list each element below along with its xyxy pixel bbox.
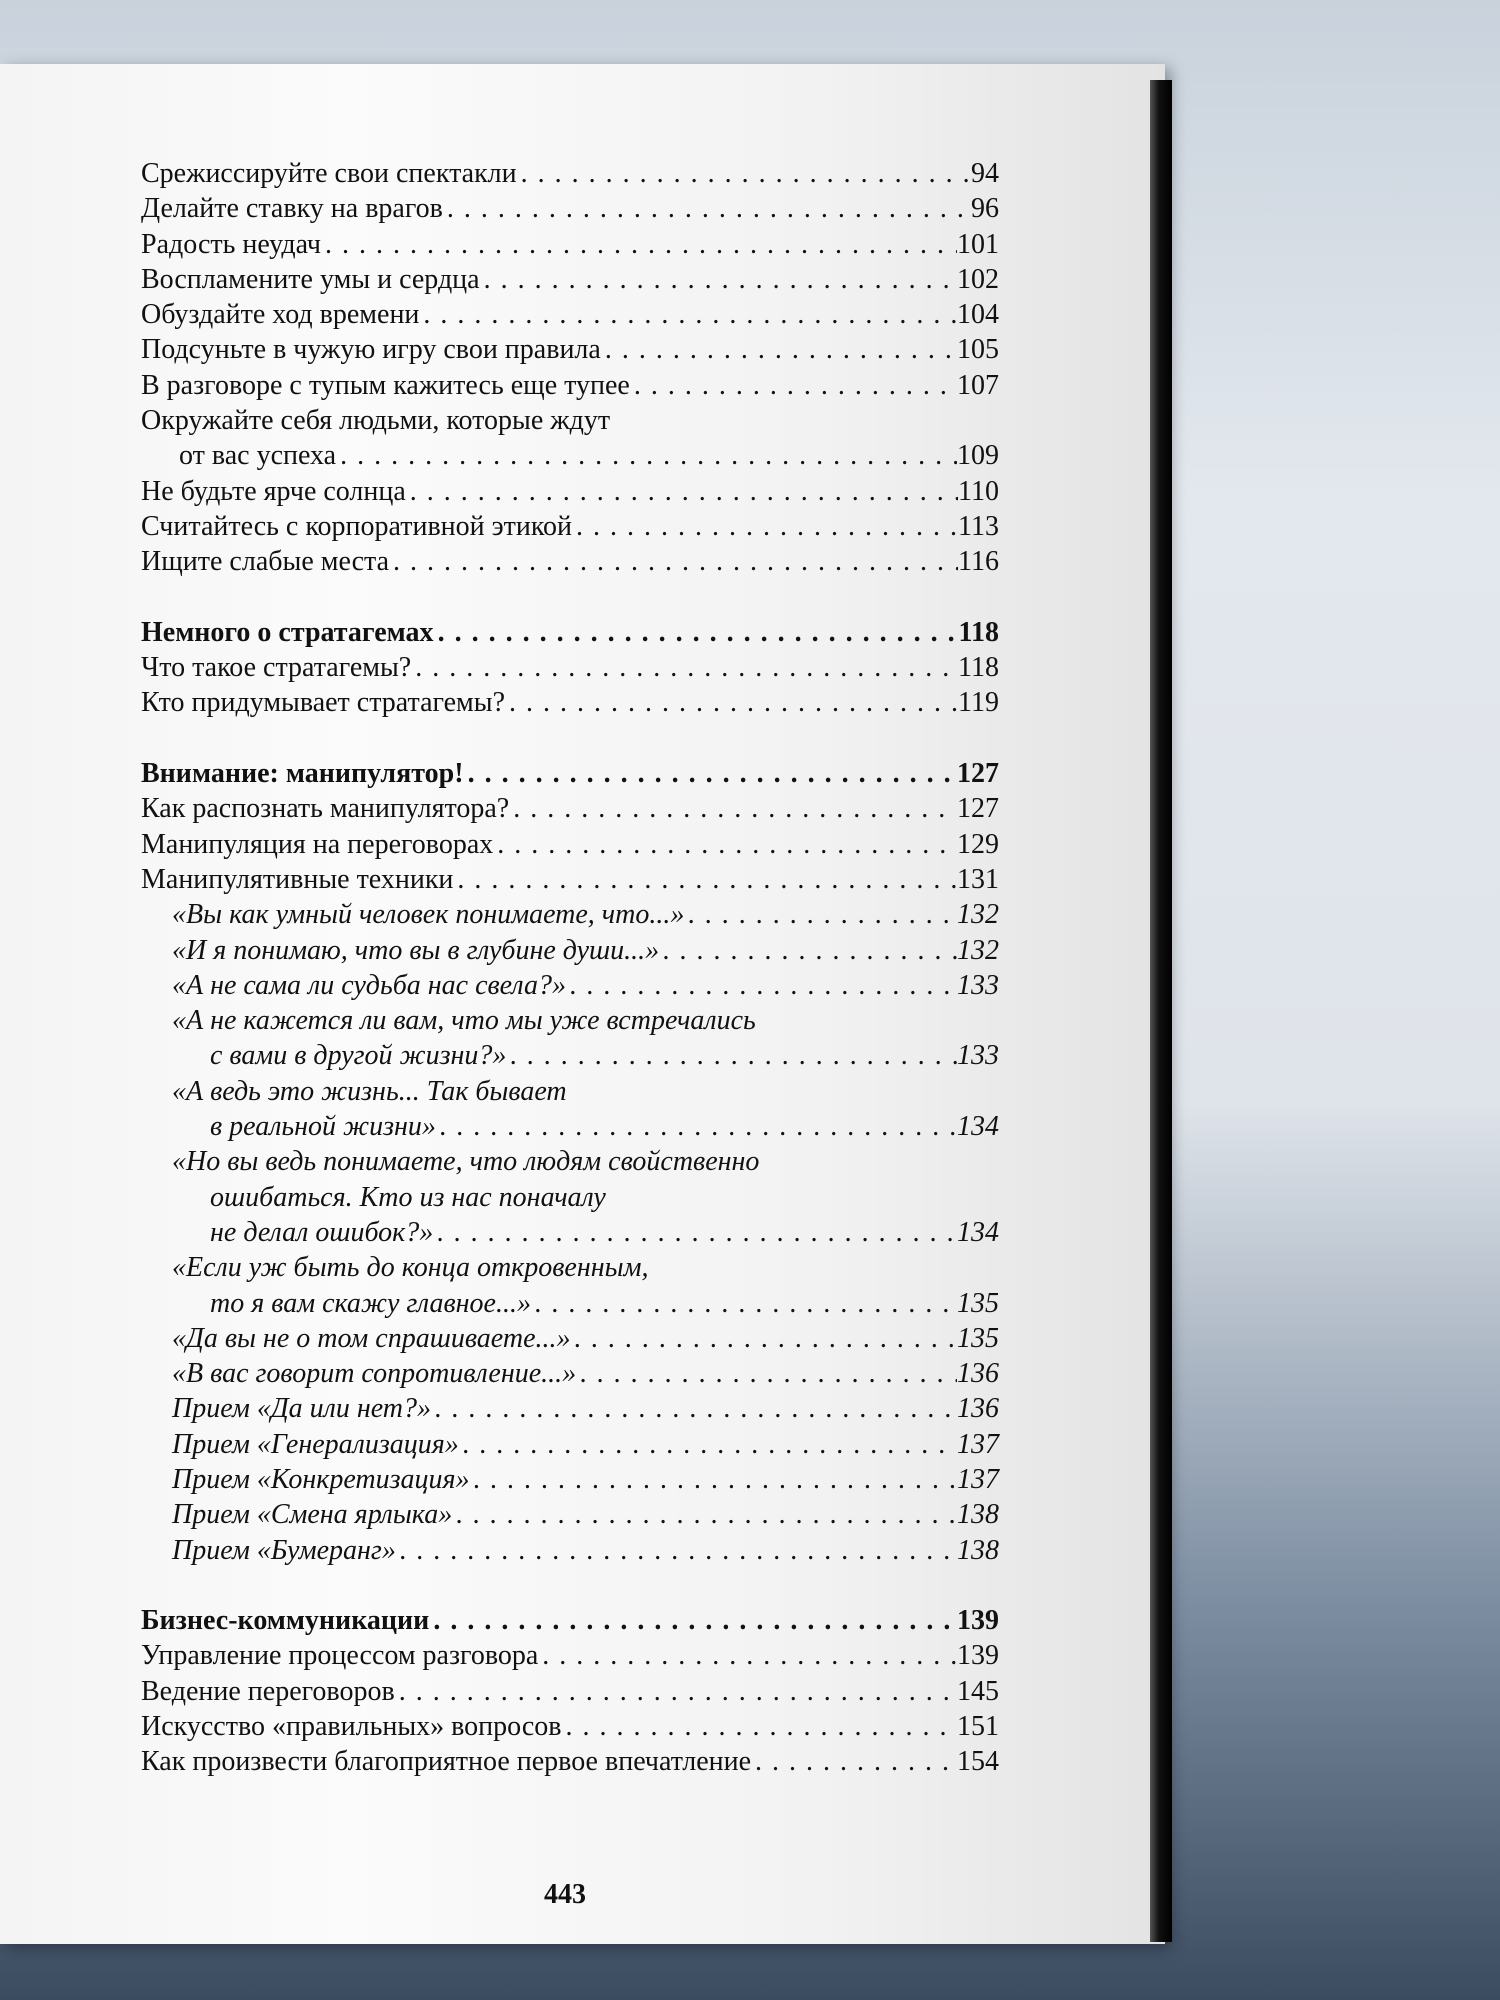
toc-line <box>172 1144 999 1179</box>
toc-entry-title: «Но вы ведь понимаете, что людям свойственно <box>172 1146 760 1178</box>
dot-leader <box>459 1427 957 1462</box>
dot-leader <box>464 756 957 791</box>
toc-entry-title: Что такое стратагемы? <box>141 652 412 684</box>
toc-page-number: 110 <box>958 475 999 507</box>
toc-entry-title: ошибаться. Кто из нас поначалу <box>210 1181 606 1213</box>
toc-page-number: 151 <box>957 1711 999 1743</box>
toc-entry-title: Манипулятивные техники <box>141 863 454 895</box>
toc-entry[interactable] <box>141 1462 999 1497</box>
toc-entry[interactable] <box>141 862 999 897</box>
toc-entry[interactable] <box>141 156 999 191</box>
dot-leader <box>562 1709 958 1744</box>
toc-entry[interactable] <box>141 968 999 1003</box>
toc-line <box>141 332 999 367</box>
toc-entry[interactable] <box>141 191 999 226</box>
dot-leader <box>630 368 957 403</box>
dot-leader <box>470 1462 957 1497</box>
toc-line <box>172 1533 999 1568</box>
dot-leader <box>684 897 957 932</box>
toc-line <box>141 262 999 297</box>
dot-leader <box>601 332 957 367</box>
toc-entry[interactable] <box>141 509 999 544</box>
toc-page-number: 139 <box>957 1605 999 1637</box>
toc-entry-title: Прием «Генерализация» <box>172 1428 459 1460</box>
toc-section <box>141 1603 999 1779</box>
toc-entry[interactable] <box>141 1709 999 1744</box>
toc-entry-title: Окружайте себя людьми, которые ждут <box>141 405 611 437</box>
toc-page-number: 136 <box>957 1358 999 1390</box>
toc-entry-title: Срежиссируйте свои спектакли <box>141 158 517 189</box>
toc-line <box>172 1215 999 1250</box>
dot-leader <box>433 1215 957 1250</box>
dot-leader <box>431 1391 957 1426</box>
toc-line <box>141 1674 999 1709</box>
toc-entry-title: Как произвести благоприятное первое впечатление <box>141 1746 752 1778</box>
toc-line <box>172 1427 999 1462</box>
toc-page-number: 137 <box>957 1428 999 1460</box>
toc-page-number: 138 <box>957 1534 999 1566</box>
toc-page-number: 119 <box>958 687 999 719</box>
toc-line <box>141 1744 999 1779</box>
toc-entry[interactable] <box>141 368 999 403</box>
dot-leader <box>571 1321 957 1356</box>
toc-line <box>172 968 999 1003</box>
toc-entry-title: «А не сама ли судьба нас свела?» <box>172 969 566 1001</box>
toc-line <box>141 827 999 862</box>
toc-entry[interactable] <box>141 1603 999 1638</box>
dot-leader <box>429 1603 957 1638</box>
toc-line <box>172 1250 999 1285</box>
toc-line <box>141 756 999 791</box>
dot-leader <box>751 1744 957 1779</box>
dot-leader <box>572 509 958 544</box>
toc-entry-title: Как распознать манипулятора? <box>141 793 510 825</box>
toc-page-number: 134 <box>957 1111 999 1143</box>
dot-leader <box>493 827 957 862</box>
dot-leader <box>396 1533 957 1568</box>
toc-page-number: 104 <box>957 299 999 331</box>
toc-page-number: 136 <box>957 1393 999 1425</box>
toc-page-number: 134 <box>957 1216 999 1248</box>
toc-entry-title: Ищите слабые места <box>141 546 390 578</box>
dot-leader <box>436 1109 957 1144</box>
toc-entry[interactable] <box>141 1144 999 1250</box>
dot-leader <box>452 1497 957 1532</box>
toc-entry-title: Прием «Да или нет?» <box>172 1393 432 1425</box>
toc-entry-title: Делайте ставку на врагов <box>141 193 443 225</box>
toc-entry-title: Ведение переговоров <box>141 1675 395 1707</box>
toc-page-number: 145 <box>957 1675 999 1707</box>
toc-entry[interactable] <box>141 1074 999 1145</box>
dot-leader <box>659 933 957 968</box>
toc-entry-title: «И я понимаю, что вы в глубине души...» <box>172 934 660 966</box>
toc-entry-title: Радость неудач <box>141 228 321 260</box>
toc-line <box>141 791 999 826</box>
toc-entry[interactable] <box>141 1321 999 1356</box>
toc-page-number: 131 <box>957 863 999 895</box>
toc-line <box>141 1603 999 1638</box>
toc-entry-title: Обуздайте ход времени <box>141 299 420 331</box>
toc-entry-title: не делал ошибок?» <box>210 1216 434 1248</box>
dot-leader <box>576 1356 957 1391</box>
toc-line <box>141 650 999 685</box>
toc-line <box>141 438 999 473</box>
dot-leader <box>434 615 959 650</box>
toc-entry[interactable] <box>141 1533 999 1568</box>
toc-entry[interactable] <box>141 1427 999 1462</box>
toc-line <box>172 1462 999 1497</box>
toc-entry[interactable] <box>141 685 999 720</box>
toc-page-number: 94 <box>971 158 999 189</box>
page-edge-shadow <box>1150 80 1172 1942</box>
toc-entry-title: Подсуньте в чужую игру свои правила <box>141 334 601 366</box>
toc-entry-title: «Если уж быть до конца откровенным, <box>172 1252 649 1284</box>
toc-line <box>141 191 999 226</box>
toc-entry-title: Бизнес-коммуникации <box>141 1605 430 1637</box>
toc-line <box>141 685 999 720</box>
toc-entry[interactable] <box>141 897 999 932</box>
toc-line <box>172 933 999 968</box>
dot-leader <box>480 262 957 297</box>
toc-entry[interactable] <box>141 756 999 791</box>
toc-page-number: 118 <box>958 652 999 684</box>
table-of-contents <box>141 156 999 1815</box>
toc-page-number: 109 <box>957 440 999 472</box>
toc-line <box>172 1356 999 1391</box>
dot-leader <box>505 685 958 720</box>
toc-line <box>141 368 999 403</box>
toc-entry-title: от вас успеха <box>179 440 337 472</box>
toc-page-number: 154 <box>957 1746 999 1778</box>
toc-section <box>141 756 999 1568</box>
toc-page-number: 133 <box>957 1040 999 1072</box>
dot-leader <box>538 1638 957 1673</box>
toc-entry[interactable] <box>141 227 999 262</box>
dot-leader <box>443 191 971 226</box>
dot-leader <box>517 156 971 191</box>
toc-entry-title: Не будьте ярче солнца <box>141 475 406 507</box>
toc-entry[interactable] <box>141 332 999 367</box>
toc-line <box>141 544 999 579</box>
toc-page-number: 133 <box>957 969 999 1001</box>
toc-entry[interactable] <box>141 827 999 862</box>
toc-line <box>141 509 999 544</box>
toc-entry-title: Управление процессом разговора <box>141 1640 539 1672</box>
toc-line <box>172 1497 999 1532</box>
toc-line <box>172 897 999 932</box>
toc-entry-title: Манипуляция на переговорах <box>141 828 494 860</box>
toc-entry-title: с вами в другой жизни?» <box>210 1040 507 1072</box>
toc-entry[interactable] <box>141 1638 999 1673</box>
toc-entry-title: в реальной жизни» <box>210 1111 436 1143</box>
toc-page-number: 129 <box>957 828 999 860</box>
toc-line <box>141 297 999 332</box>
toc-section <box>141 615 999 721</box>
toc-line <box>172 1286 999 1321</box>
toc-page-number: 132 <box>957 899 999 931</box>
toc-entry[interactable] <box>141 544 999 579</box>
dot-leader <box>411 650 958 685</box>
toc-line <box>141 862 999 897</box>
toc-page-number: 127 <box>957 793 999 825</box>
toc-entry-title: «Да вы не о том спрашиваете...» <box>172 1322 571 1354</box>
dot-leader <box>389 544 958 579</box>
toc-entry[interactable] <box>141 1744 999 1779</box>
dot-leader <box>321 227 957 262</box>
book-page <box>0 64 1165 1944</box>
page-number: 443 <box>544 1879 586 1910</box>
dot-leader <box>395 1674 957 1709</box>
toc-line <box>141 1709 999 1744</box>
toc-line <box>141 615 999 650</box>
toc-entry-title: Кто придумывает стратагемы? <box>141 687 506 719</box>
toc-section <box>141 156 999 580</box>
toc-line <box>141 1638 999 1673</box>
toc-line <box>141 227 999 262</box>
toc-page-number: 118 <box>958 616 999 648</box>
toc-entry[interactable] <box>141 615 999 650</box>
toc-entry[interactable] <box>141 650 999 685</box>
toc-entry-title: Искусство «правильных» вопросов <box>141 1711 562 1743</box>
toc-page-number: 127 <box>957 758 999 790</box>
toc-line <box>172 1321 999 1356</box>
toc-entry-title: «Вы как умный человек понимаете, что...» <box>172 899 685 931</box>
toc-entry[interactable] <box>141 1356 999 1391</box>
toc-line <box>141 156 999 191</box>
toc-line <box>172 1391 999 1426</box>
toc-entry-title: то я вам скажу главное...» <box>210 1287 531 1319</box>
dot-leader <box>566 968 957 1003</box>
dot-leader <box>531 1286 957 1321</box>
toc-line <box>172 1003 999 1038</box>
toc-entry-title: Воспламените умы и сердца <box>141 263 480 295</box>
toc-entry[interactable] <box>141 474 999 509</box>
toc-line <box>141 403 999 438</box>
toc-page-number: 113 <box>958 510 999 542</box>
dot-leader <box>419 297 957 332</box>
toc-page-number: 132 <box>957 934 999 966</box>
toc-entry-title: «А ведь это жизнь... Так бывает <box>172 1075 567 1107</box>
toc-entry[interactable] <box>141 933 999 968</box>
toc-page-number: 139 <box>957 1640 999 1672</box>
toc-entry-title: Внимание: манипулятор! <box>141 758 464 790</box>
toc-page-number: 135 <box>957 1287 999 1319</box>
toc-entry[interactable] <box>141 1674 999 1709</box>
toc-entry[interactable] <box>141 403 999 474</box>
toc-entry-title: В разговоре с тупым кажитесь еще тупее <box>141 369 630 401</box>
toc-entry[interactable] <box>141 297 999 332</box>
toc-entry[interactable] <box>141 1003 999 1074</box>
toc-entry[interactable] <box>141 1391 999 1426</box>
toc-entry[interactable] <box>141 791 999 826</box>
toc-page-number: 102 <box>957 263 999 295</box>
toc-entry-title: Прием «Конкретизация» <box>172 1463 470 1495</box>
toc-line <box>172 1038 999 1073</box>
toc-page-number: 135 <box>957 1322 999 1354</box>
toc-entry-title: Прием «Бумеранг» <box>172 1534 396 1566</box>
toc-entry-title: Немного о стратагемах <box>141 616 434 648</box>
toc-entry[interactable] <box>141 262 999 297</box>
dot-leader <box>406 474 958 509</box>
toc-entry[interactable] <box>141 1250 999 1321</box>
dot-leader <box>453 862 957 897</box>
toc-page-number: 107 <box>957 369 999 401</box>
toc-entry[interactable] <box>141 1497 999 1532</box>
toc-entry-title: «В вас говорит сопротивление...» <box>172 1358 577 1390</box>
toc-line <box>172 1074 999 1109</box>
toc-line <box>172 1180 999 1215</box>
toc-entry-title: Прием «Смена ярлыка» <box>172 1499 453 1531</box>
toc-page-number: 105 <box>957 334 999 366</box>
toc-entry-title: Считайтесь с корпоративной этикой <box>141 510 573 542</box>
toc-page-number: 116 <box>958 546 999 578</box>
toc-page-number: 96 <box>971 193 999 225</box>
dot-leader <box>509 791 957 826</box>
toc-page-number: 137 <box>957 1463 999 1495</box>
toc-entry-title: «А не кажется ли вам, что мы уже встречались <box>172 1005 756 1037</box>
toc-page-number: 138 <box>957 1499 999 1531</box>
toc-page-number: 101 <box>957 228 999 260</box>
dot-leader <box>506 1038 957 1073</box>
toc-line <box>141 474 999 509</box>
toc-line <box>172 1109 999 1144</box>
dot-leader <box>336 438 957 473</box>
